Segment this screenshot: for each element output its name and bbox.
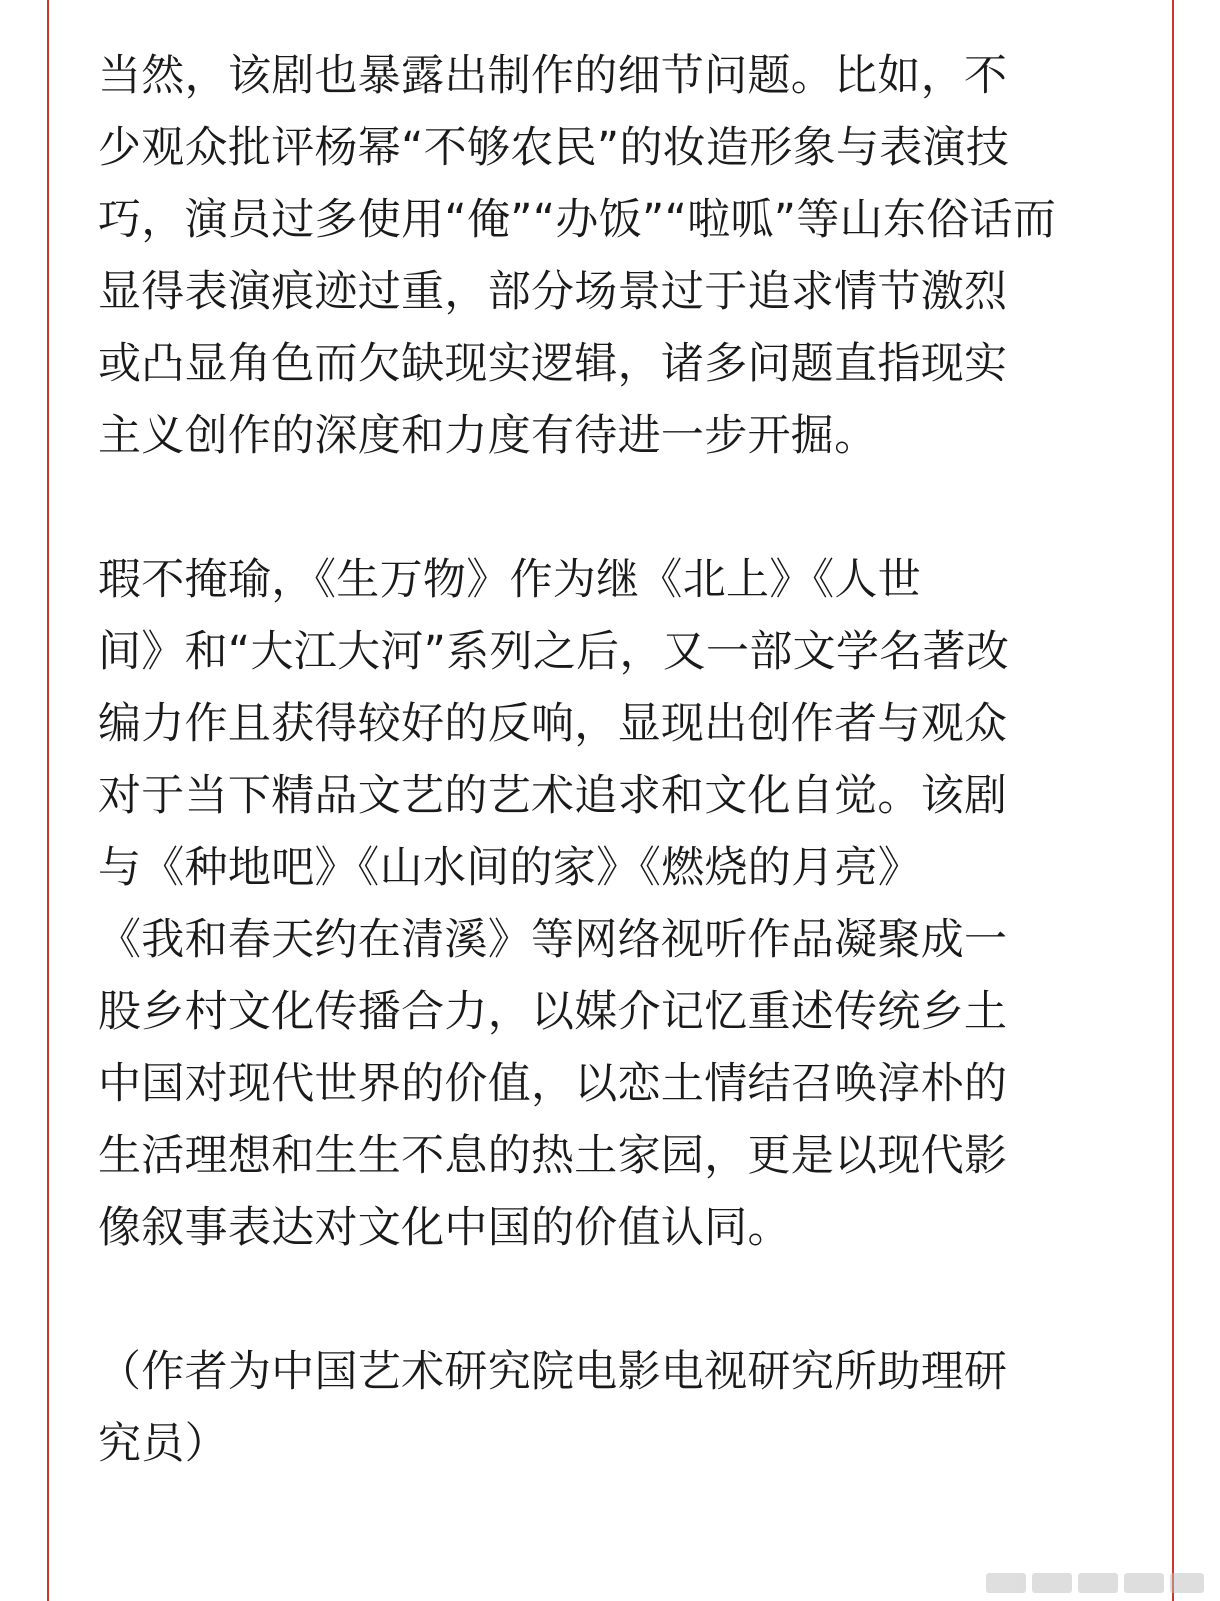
text-line: 或凸显角色而欠缺现实逻辑，诸多问题直指现实 (98, 339, 1008, 389)
text-line: 瑕不掩瑜，《生万物》作为继《北上》《人世 (98, 555, 921, 605)
text-line: 主义创作的深度和力度有待进一步开掘。 (98, 411, 878, 461)
article-body (98, 40, 1098, 1480)
text-line: 与《种地吧》《山水间的家》《燃烧的月亮》 (98, 843, 921, 893)
text-line: 生活理想和生生不息的热土家园，更是以现代影 (98, 1131, 1008, 1181)
text-line: 间》和“大江大河”系列之后，又一部文学名著改 (98, 627, 1010, 677)
text-line: 对于当下精品文艺的艺术追求和文化自觉。该剧 (98, 771, 1008, 821)
paragraph-gap (98, 1264, 1098, 1336)
text-line: （作者为中国艺术研究院电影电视研究所助理研 (98, 1347, 1008, 1397)
text-line: 编力作且获得较好的反响，显现出创作者与观众 (98, 699, 1008, 749)
text-line: 中国对现代世界的价值，以恋土情结召唤淳朴的 (98, 1059, 1008, 1109)
text-line: 巧，演员过多使用“俺”“办饭”“啦呱”等山东俗话而 (98, 195, 1057, 245)
right-border-line (1172, 0, 1174, 1601)
text-line: 《我和春天约在清溪》等网络视听作品凝聚成一 (98, 915, 1008, 965)
text-line: 显得表演痕迹过重，部分场景过于追求情节激烈 (98, 267, 1008, 317)
watermark-logo (986, 1569, 1206, 1597)
paragraph-critique (98, 40, 1098, 472)
left-border-line (47, 0, 49, 1601)
paragraph-gap (98, 472, 1098, 544)
text-line: 少观众批评杨幂“不够农民”的妆造形象与表演技 (98, 123, 1010, 173)
text-line: 究员） (98, 1419, 228, 1469)
text-line: 当然，该剧也暴露出制作的细节问题。比如，不 (98, 51, 1008, 101)
text-line: 像叙事表达对文化中国的价值认同。 (98, 1203, 791, 1253)
paragraph-conclusion (98, 544, 1098, 1264)
text-line: 股乡村文化传播合力，以媒介记忆重述传统乡土 (98, 987, 1008, 1037)
author-note (98, 1336, 1098, 1480)
